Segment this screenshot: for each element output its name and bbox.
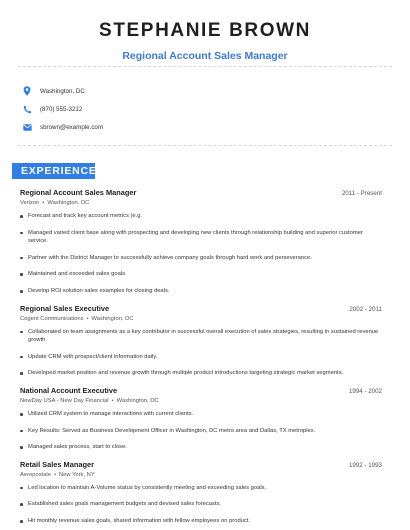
contact-location bbox=[22, 82, 103, 100]
list-item: Led location to maintain A-Volume status by consistently meeting and exceeding sales goals. bbox=[20, 484, 382, 493]
list-item: Managed sales process, start to close. bbox=[20, 443, 382, 452]
job-bullets bbox=[20, 328, 382, 378]
list-item: Maintained and exceeded sales goals. bbox=[20, 270, 382, 279]
list-item: Collaborated on team assignments as a key contributor in successful overall execution of sales strategies, resulting in sustained revenue growth. bbox=[20, 328, 382, 345]
job-bullets bbox=[20, 410, 382, 452]
job-dates: 2011 - Present bbox=[341, 190, 382, 197]
job-location: New York, NY bbox=[58, 471, 95, 478]
list-item: Hit monthly revenue sales goals, shared information with fellow employees on product. bbox=[20, 517, 382, 526]
candidate-title: Regional Account Sales Manager bbox=[122, 50, 288, 62]
job-title: Regional Sales Executive bbox=[20, 303, 110, 313]
job-bullets bbox=[20, 484, 382, 526]
list-item: Partner with the District Manager to successfully achieve company goals through hard work and perseverance. bbox=[20, 254, 382, 263]
job-company-line: Cogent Communications • Washington, DC bbox=[20, 315, 134, 322]
job-title: Regional Account Sales Manager bbox=[20, 188, 137, 197]
list-item: Utilized CRM system to manage interactions with current clients. bbox=[20, 410, 382, 419]
job-location: Washington, DC bbox=[47, 200, 90, 206]
experience-list bbox=[20, 188, 382, 530]
candidate-name: STEPHANIE BROWN bbox=[99, 20, 311, 41]
job-company-line: Aeropostale • New York, NY bbox=[20, 471, 95, 478]
job-entry bbox=[20, 460, 382, 526]
contact-phone-text: (870) 555-3212 bbox=[40, 105, 83, 113]
location-pin-icon bbox=[22, 86, 32, 96]
contact-phone[interactable] bbox=[22, 100, 103, 118]
list-item: Established sales goals management budgets and devised sales forecasts. bbox=[20, 500, 382, 509]
section-experience-header bbox=[12, 163, 95, 179]
job-dates: 2002 - 2011 bbox=[349, 305, 382, 313]
list-item: Developed market position and revenue growth through multiple product introductions targeting strategic market segments. bbox=[20, 369, 382, 378]
job-dates: 1992 - 1993 bbox=[348, 461, 382, 469]
list-item: Update CRM with prospect/client information daily. bbox=[20, 353, 382, 362]
contact-list bbox=[22, 82, 103, 136]
divider-top bbox=[18, 66, 392, 67]
job-location: Washington, DC bbox=[91, 315, 134, 322]
divider-bottom bbox=[18, 145, 392, 146]
job-company: NewDay USA - New Day Financial bbox=[20, 397, 109, 404]
contact-email[interactable] bbox=[22, 118, 103, 136]
job-company: Aeropostale bbox=[20, 471, 51, 478]
job-company: Verizon bbox=[20, 200, 40, 206]
list-item: Forecast and track key account metrics (e.g. bbox=[20, 212, 382, 221]
job-company-line: Verizon • Washington, DC bbox=[20, 200, 90, 206]
contact-location-text: Washington, DC bbox=[40, 87, 85, 95]
section-title: EXPERIENCE bbox=[21, 165, 97, 177]
job-title: National Account Executive bbox=[20, 385, 118, 395]
job-dates: 1994 - 2002 bbox=[348, 387, 382, 395]
phone-icon bbox=[22, 104, 32, 114]
job-location: Washington, DC bbox=[116, 397, 159, 404]
contact-email-text: sbrown@example.com bbox=[40, 123, 104, 131]
job-company: Cogent Communications bbox=[20, 315, 84, 322]
list-item: Managed varied client base along with prospecting and developing new clients through relationship building and superior customer service. bbox=[20, 229, 382, 246]
job-company-line: NewDay USA - New Day Financial • Washington, DC bbox=[20, 397, 159, 404]
list-item: Key Results: Served as Business Development Officer in Washington, DC metro area and Dallas, TX metroplex. bbox=[20, 427, 382, 436]
email-icon bbox=[22, 122, 32, 132]
job-title: Retail Sales Manager bbox=[20, 459, 94, 469]
job-entry bbox=[20, 304, 382, 378]
resume-header bbox=[0, 0, 410, 62]
list-item: Develop ROI solution sales examples for closing deals. bbox=[20, 287, 382, 296]
job-entry bbox=[20, 188, 382, 296]
job-entry bbox=[20, 386, 382, 452]
job-bullets bbox=[20, 212, 382, 296]
